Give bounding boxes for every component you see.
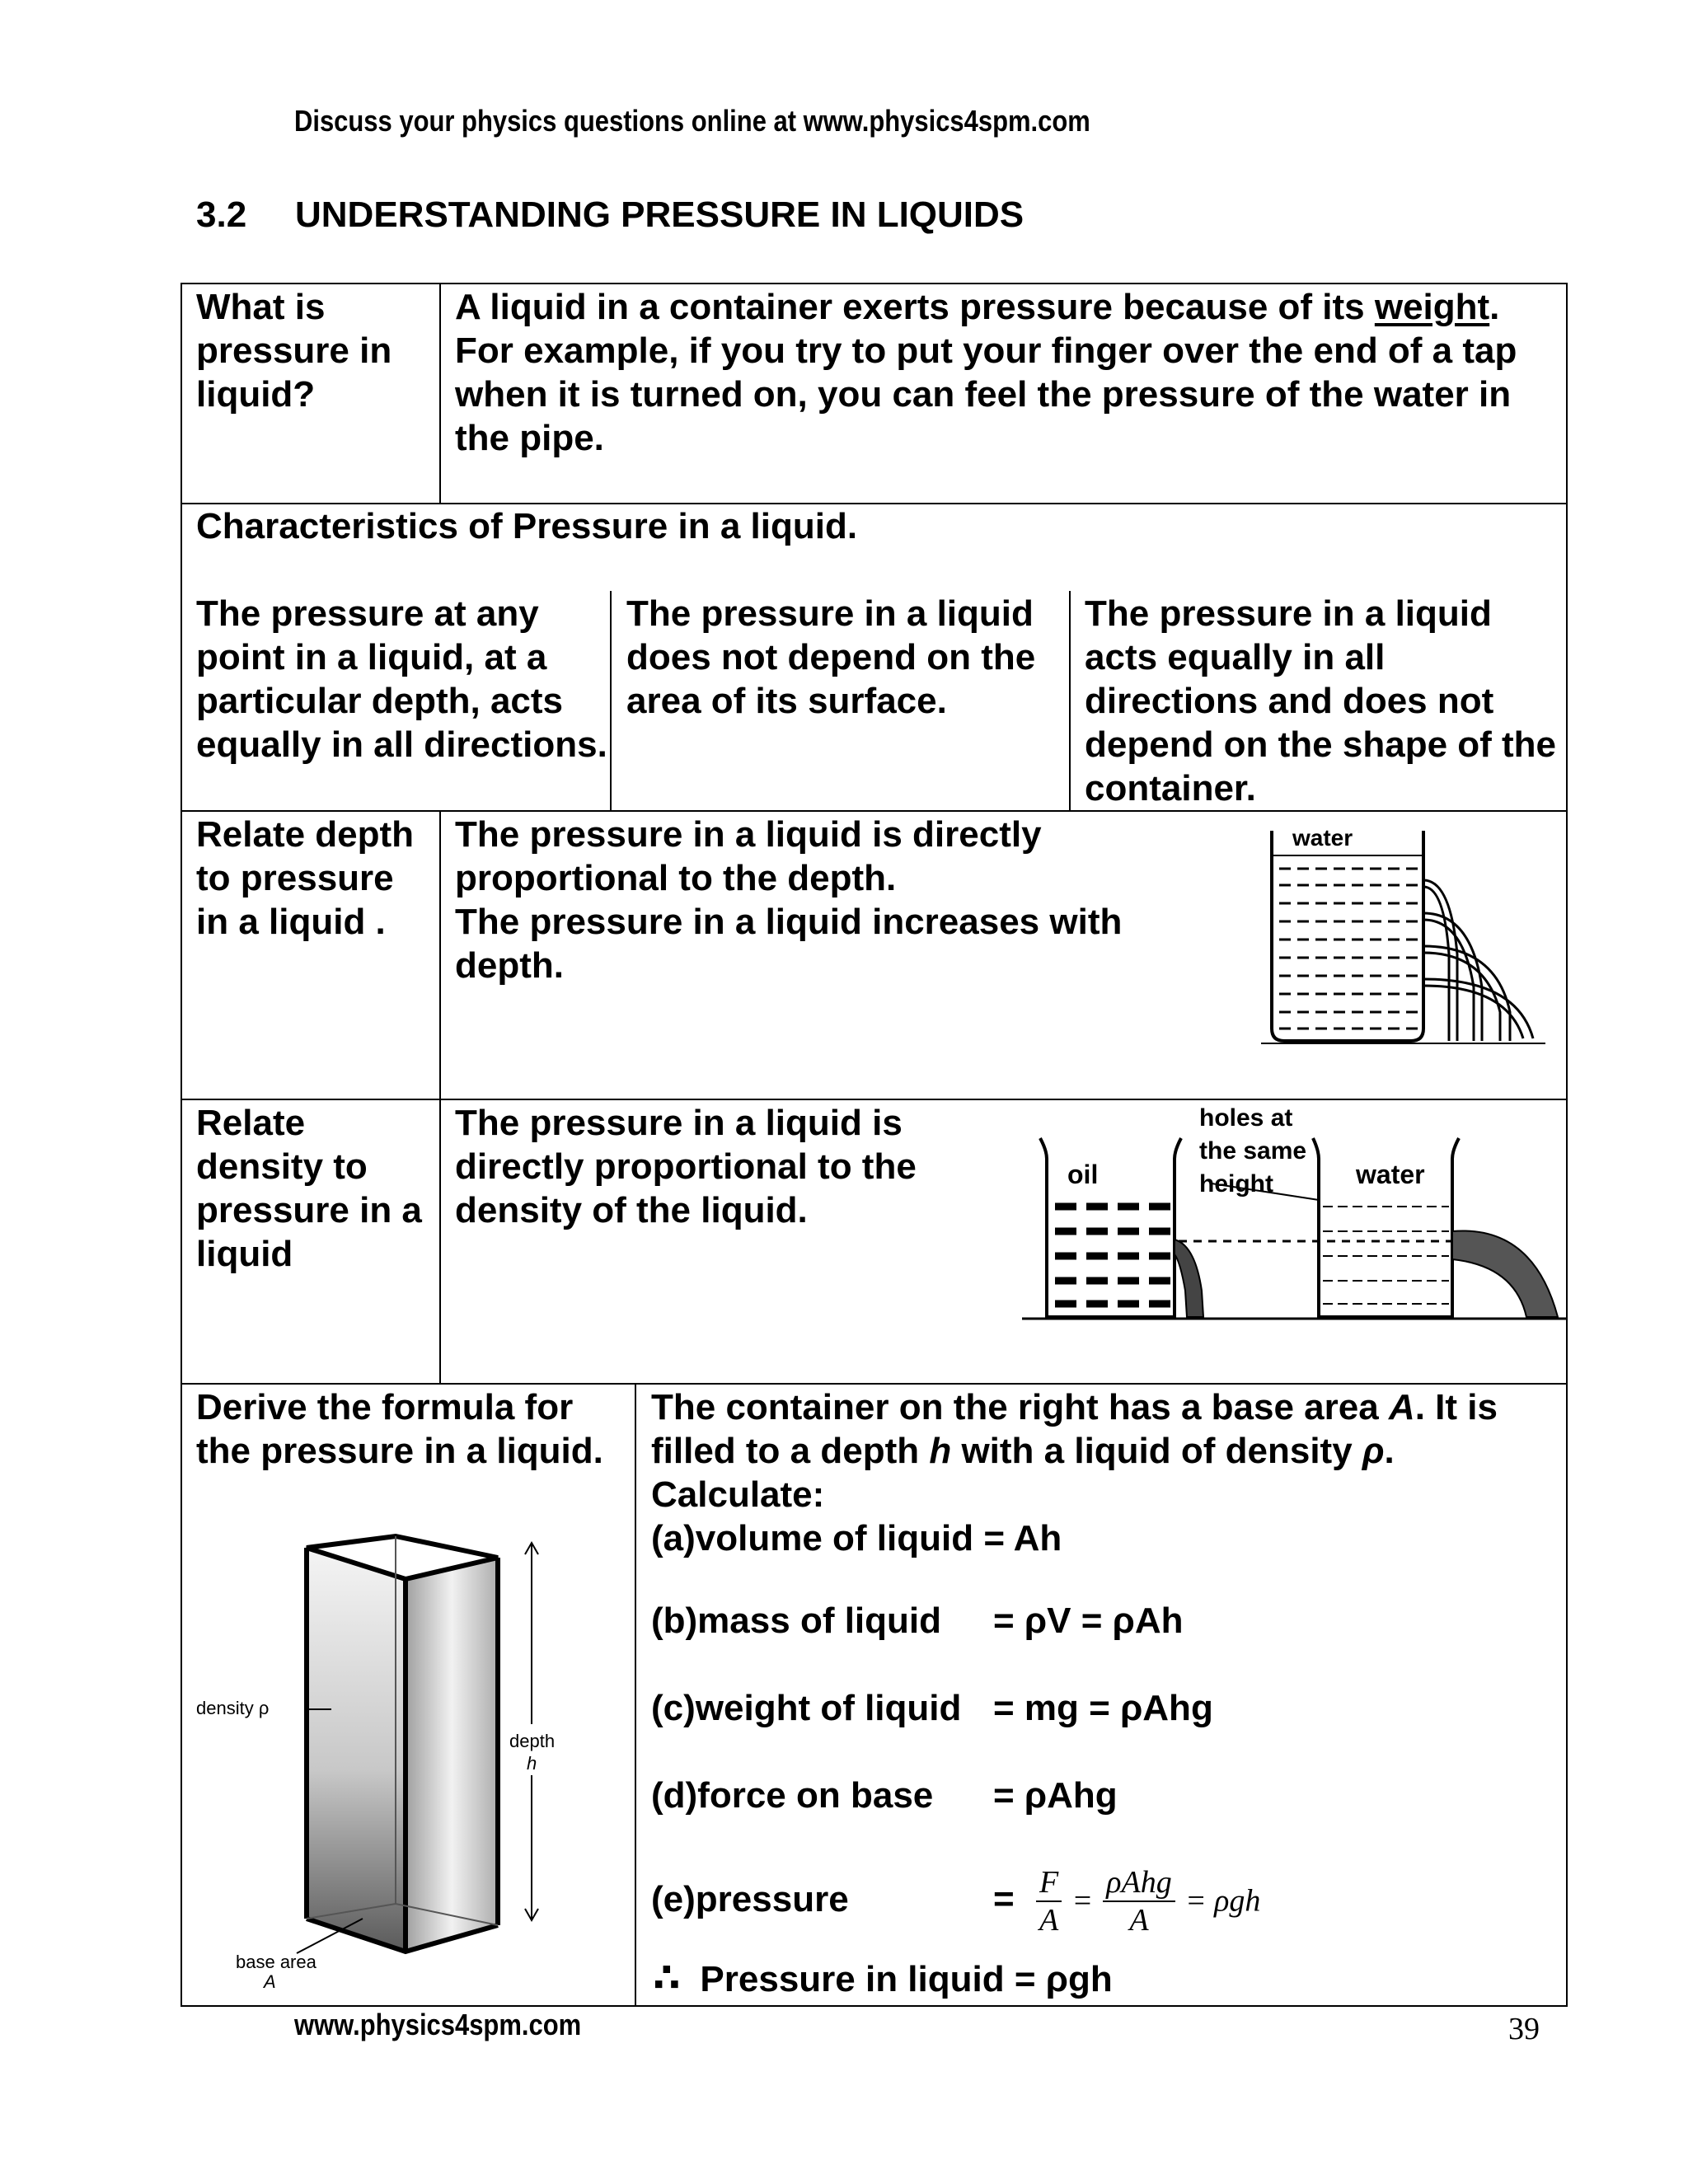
fig-A-label: A — [264, 1971, 276, 1992]
what-is-label: What is pressure in liquid? — [196, 287, 392, 415]
what-is-text-a: A liquid in a container exerts pressure because of its — [455, 287, 1375, 327]
characteristics-heading: Characteristics of Pressure in a liquid. — [196, 506, 858, 546]
derive-label: Derive the formula for the pressure in a liquid. — [196, 1387, 603, 1471]
page-header: Discuss your physics questions online at www.physics4spm.com — [294, 104, 1090, 138]
fig-depth-label: depth — [509, 1731, 556, 1751]
fraction-F-over-A: $\frac{F}{A}$ — [1036, 1864, 1062, 1938]
depth-figure — [1261, 823, 1550, 1053]
fig-base-label: base area — [236, 1952, 316, 1972]
what-is-text — [455, 285, 1559, 460]
section-number: 3.2 — [196, 194, 247, 235]
intro-A: A — [1388, 1387, 1415, 1427]
step-c-value: = mg = ρAhg — [993, 1688, 1213, 1728]
intro-h: h — [929, 1431, 952, 1471]
intro-b: . It is filled to a depth — [651, 1387, 1498, 1471]
weight-word: weight — [1374, 287, 1490, 327]
fraction-rhoAhg-over-A: $\frac{\text{ρAhg}}{A}$ — [1103, 1864, 1175, 1938]
fig-h-label: h — [527, 1753, 537, 1774]
characteristic-2: The pressure in a liquid does not depend on the area of its surface. — [626, 593, 1036, 721]
step-c — [651, 1688, 1213, 1729]
section-title — [196, 194, 1024, 236]
depth-line-2: The pressure in a liquid increases with depth. — [455, 902, 1123, 986]
step-b — [651, 1601, 1184, 1642]
fig-holes-1: holes at — [1199, 1104, 1293, 1132]
step-e-eq: = — [993, 1878, 1015, 1919]
calculate-label: Calculate: — [651, 1474, 825, 1515]
footer-url: www.physics4spm.com — [294, 2008, 582, 2041]
depth-line-1: The pressure in a liquid is directly proportional to the depth. — [455, 814, 1042, 898]
step-c-label: (c)weight of liquid — [651, 1688, 962, 1728]
container-figure — [190, 1533, 569, 1994]
intro-d: . — [1384, 1431, 1395, 1471]
depth-text — [455, 813, 1197, 987]
step-b-label: (b)mass of liquid — [651, 1601, 941, 1641]
density-figure — [1022, 1101, 1566, 1332]
density-label: Relate density to pressure in a liquid — [196, 1103, 422, 1274]
step-e-result: = ρgh — [1184, 1883, 1261, 1919]
intro-c: with a liquid of density — [951, 1431, 1362, 1471]
what-is-text-b: . — [1489, 287, 1500, 327]
step-a: (a)volume of liquid = Ah — [651, 1518, 1062, 1558]
step-e — [651, 1864, 1260, 1938]
conclusion-text: Pressure in liquid = ρgh — [700, 1959, 1113, 1999]
depth-fig-water-label: water — [1292, 825, 1353, 851]
density-text: The pressure in a liquid is directly proportional to the density of the liquid. — [455, 1103, 917, 1230]
conclusion — [653, 1955, 1113, 2001]
depth-label: Relate depth to pressure in a liquid . — [196, 814, 415, 942]
step-b-value: = ρV = ρAh — [993, 1601, 1184, 1641]
page-number: 39 — [1508, 2012, 1540, 2046]
intro-rho: ρ — [1362, 1431, 1385, 1471]
fig-holes-2: the same — [1199, 1137, 1307, 1165]
what-is-text-c: For example, if you try to put your finger over the end of a tap when it is turned on, you can feel the pressure of the water in the pipe. — [455, 330, 1517, 458]
fig-water-label: water — [1356, 1160, 1425, 1189]
intro-a: The container on the right has a base area — [651, 1387, 1389, 1427]
fig-holes-3: height — [1199, 1170, 1273, 1197]
derive-intro — [651, 1385, 1558, 1560]
therefore-icon: ∴ — [653, 1957, 681, 2000]
characteristic-3: The pressure in a liquid acts equally in all directions and does not depend on the shape of the container. — [1085, 593, 1557, 808]
step-d-value: = ρAhg — [993, 1775, 1118, 1816]
step-e-eq2: = — [1071, 1883, 1094, 1919]
fig-density-label: density ρ — [196, 1698, 270, 1718]
step-e-label: (e)pressure — [651, 1878, 849, 1919]
step-d-label: (d)force on base — [651, 1775, 934, 1816]
fig-oil-label: oil — [1067, 1160, 1099, 1189]
characteristic-1: The pressure at any point in a liquid, at a particular depth, acts equally in all directions. — [196, 593, 607, 765]
section-title-text: UNDERSTANDING PRESSURE IN LIQUIDS — [295, 194, 1025, 235]
step-d — [651, 1775, 1118, 1816]
